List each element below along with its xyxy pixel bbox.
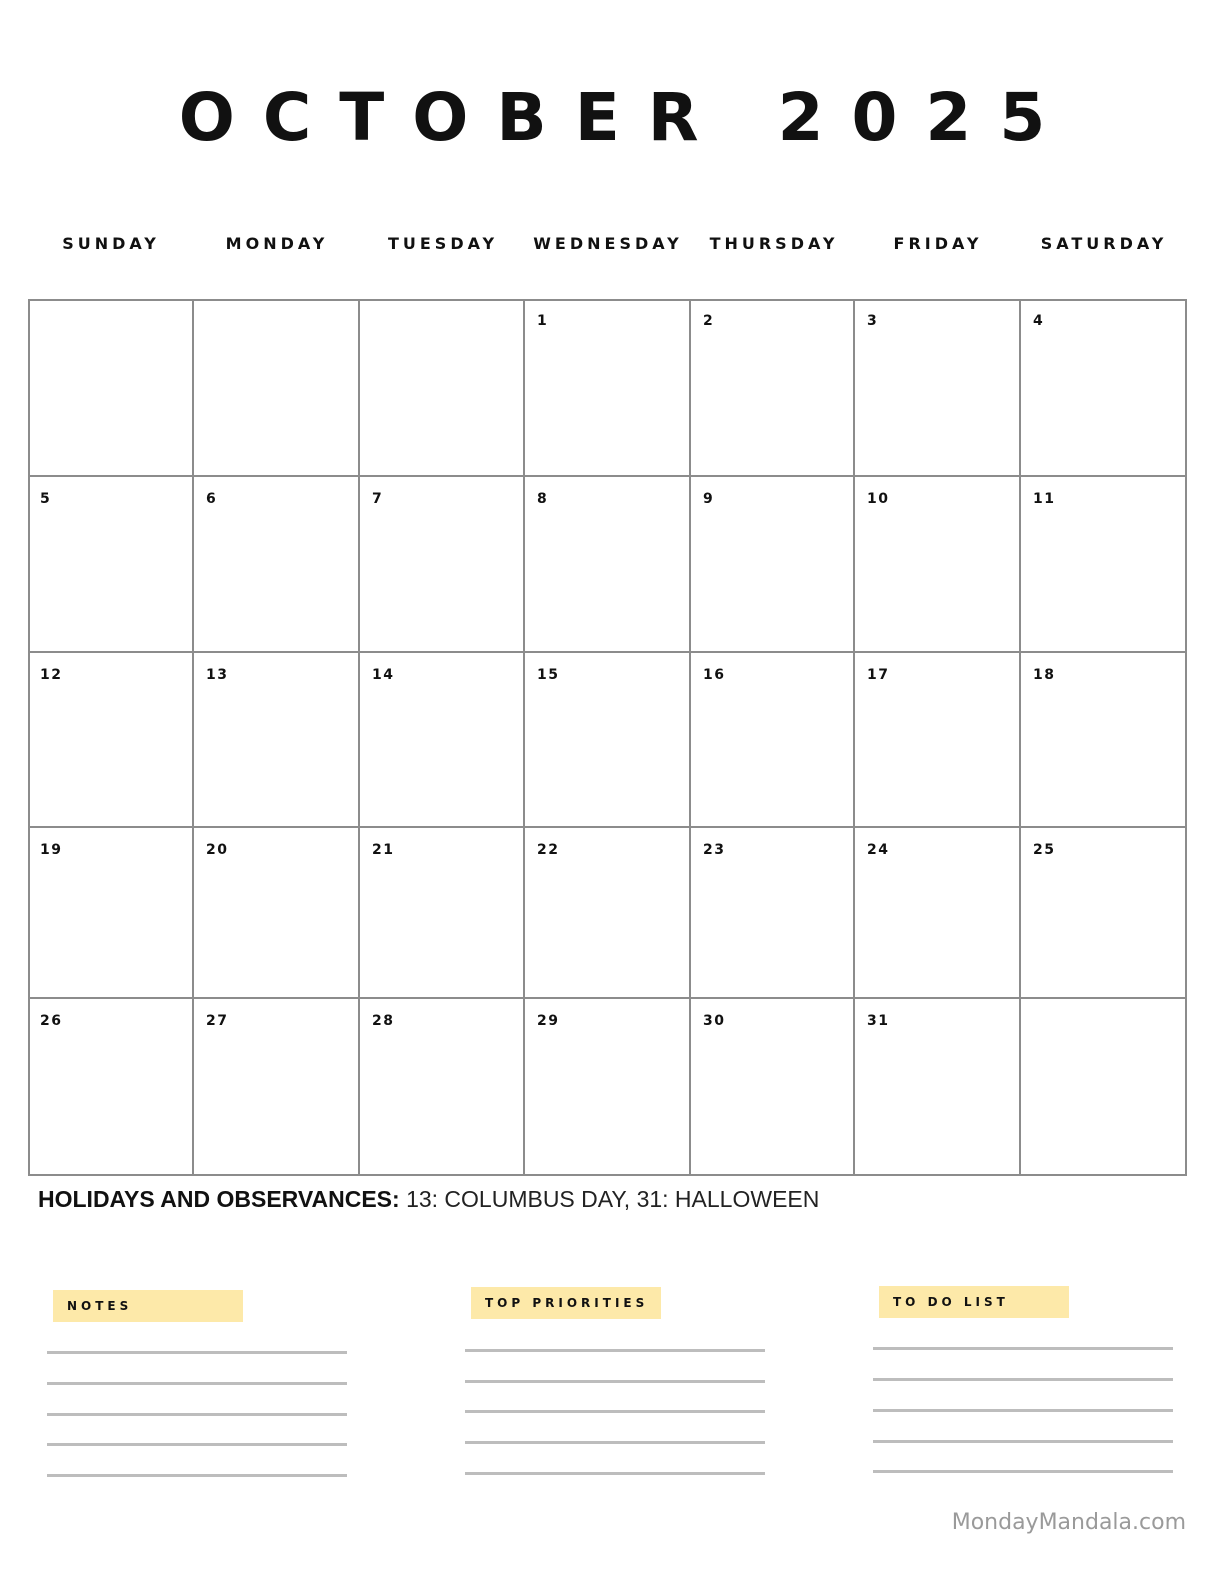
day-number: 8 — [537, 491, 549, 507]
calendar-day-cell-sunday[interactable] — [28, 999, 194, 1176]
day-number: 28 — [372, 1013, 395, 1029]
calendar-day-cell-tuesday[interactable] — [360, 999, 525, 1176]
calendar-day-cell-tuesday[interactable] — [360, 828, 525, 999]
calendar-day-cell-thursday[interactable] — [691, 477, 855, 653]
todo-line[interactable] — [873, 1409, 1173, 1412]
day-number: 17 — [867, 667, 890, 683]
day-number: 4 — [1033, 313, 1045, 329]
calendar-day-cell-monday[interactable] — [194, 653, 360, 828]
top-priorities-label: TOP PRIORITIES — [471, 1287, 661, 1319]
calendar-day-cell-thursday[interactable] — [691, 299, 855, 477]
day-number: 21 — [372, 842, 395, 858]
calendar-day-cell-thursday[interactable] — [691, 999, 855, 1176]
weekday-saturday: SATURDAY — [1040, 234, 1168, 253]
weekday-wednesday: WEDNESDAY — [533, 234, 683, 253]
calendar-day-cell-saturday[interactable] — [1021, 299, 1187, 477]
top-priorities-section — [465, 1287, 765, 1487]
todo-line[interactable] — [873, 1440, 1173, 1443]
holidays-text: 13: COLUMBUS DAY, 31: HALLOWEEN — [406, 1186, 820, 1212]
todo-line[interactable] — [873, 1470, 1173, 1473]
to-do-list-section — [873, 1286, 1173, 1486]
calendar-day-cell-friday[interactable] — [855, 299, 1021, 477]
calendar-day-cell-wednesday[interactable] — [525, 828, 691, 999]
day-number: 18 — [1033, 667, 1056, 683]
calendar-day-cell-monday[interactable] — [194, 299, 360, 477]
calendar-day-cell-sunday[interactable] — [28, 299, 194, 477]
calendar-day-cell-thursday[interactable] — [691, 653, 855, 828]
holidays-label: HOLIDAYS AND OBSERVANCES: — [38, 1186, 400, 1212]
calendar-day-cell-saturday[interactable] — [1021, 828, 1187, 999]
calendar-day-cell-friday[interactable] — [855, 477, 1021, 653]
day-number: 30 — [703, 1013, 726, 1029]
calendar-day-cell-friday[interactable] — [855, 653, 1021, 828]
calendar-day-cell-thursday[interactable] — [691, 828, 855, 999]
day-number: 16 — [703, 667, 726, 683]
notes-line[interactable] — [47, 1351, 347, 1354]
day-number: 20 — [206, 842, 229, 858]
calendar-day-cell-saturday[interactable] — [1021, 477, 1187, 653]
weekday-thursday: THURSDAY — [709, 234, 839, 253]
calendar-day-cell-monday[interactable] — [194, 828, 360, 999]
calendar-grid — [28, 299, 1187, 1176]
calendar-day-cell-saturday[interactable] — [1021, 653, 1187, 828]
day-number: 22 — [537, 842, 560, 858]
calendar-day-cell-wednesday[interactable] — [525, 999, 691, 1176]
todo-line[interactable] — [873, 1378, 1173, 1381]
day-number: 14 — [372, 667, 395, 683]
to-do-list-label: TO DO LIST — [879, 1286, 1069, 1318]
notes-label: NOTES — [53, 1290, 243, 1322]
notes-section — [47, 1290, 347, 1490]
day-number: 7 — [372, 491, 384, 507]
calendar-day-cell-monday[interactable] — [194, 999, 360, 1176]
notes-line[interactable] — [47, 1474, 347, 1477]
day-number: 24 — [867, 842, 890, 858]
calendar-day-cell-saturday[interactable] — [1021, 999, 1187, 1176]
priorities-line[interactable] — [465, 1472, 765, 1475]
calendar-day-cell-wednesday[interactable] — [525, 299, 691, 477]
page-title: OCTOBER 2025 — [178, 79, 1074, 156]
calendar-day-cell-sunday[interactable] — [28, 828, 194, 999]
priorities-line[interactable] — [465, 1380, 765, 1383]
notes-line[interactable] — [47, 1382, 347, 1385]
day-number: 15 — [537, 667, 560, 683]
weekday-friday: FRIDAY — [893, 234, 983, 253]
day-number: 10 — [867, 491, 890, 507]
priorities-line[interactable] — [465, 1410, 765, 1413]
day-number: 12 — [40, 667, 63, 683]
day-number: 1 — [537, 313, 549, 329]
day-number: 27 — [206, 1013, 229, 1029]
calendar-day-cell-friday[interactable] — [855, 999, 1021, 1176]
day-number: 13 — [206, 667, 229, 683]
watermark: MondayMandala.com — [951, 1510, 1186, 1535]
calendar-day-cell-tuesday[interactable] — [360, 477, 525, 653]
day-number: 5 — [40, 491, 52, 507]
day-number: 31 — [867, 1013, 890, 1029]
calendar-day-cell-sunday[interactable] — [28, 653, 194, 828]
holidays-observances — [38, 1186, 819, 1213]
calendar-day-cell-friday[interactable] — [855, 828, 1021, 999]
weekday-sunday: SUNDAY — [62, 234, 160, 253]
day-number: 29 — [537, 1013, 560, 1029]
day-number: 11 — [1033, 491, 1056, 507]
todo-line[interactable] — [873, 1347, 1173, 1350]
day-number: 6 — [206, 491, 218, 507]
notes-line[interactable] — [47, 1413, 347, 1416]
day-number: 23 — [703, 842, 726, 858]
weekday-monday: MONDAY — [225, 234, 329, 253]
calendar-day-cell-sunday[interactable] — [28, 477, 194, 653]
calendar-day-cell-wednesday[interactable] — [525, 477, 691, 653]
calendar-day-cell-tuesday[interactable] — [360, 653, 525, 828]
day-number: 9 — [703, 491, 715, 507]
day-number: 2 — [703, 313, 715, 329]
calendar-day-cell-tuesday[interactable] — [360, 299, 525, 477]
day-number: 26 — [40, 1013, 63, 1029]
day-number: 25 — [1033, 842, 1056, 858]
priorities-line[interactable] — [465, 1349, 765, 1352]
calendar-day-cell-monday[interactable] — [194, 477, 360, 653]
priorities-line[interactable] — [465, 1441, 765, 1444]
day-number: 19 — [40, 842, 63, 858]
weekday-header-row — [28, 234, 1188, 258]
weekday-tuesday: TUESDAY — [387, 234, 499, 253]
day-number: 3 — [867, 313, 879, 329]
calendar-day-cell-wednesday[interactable] — [525, 653, 691, 828]
notes-line[interactable] — [47, 1443, 347, 1446]
